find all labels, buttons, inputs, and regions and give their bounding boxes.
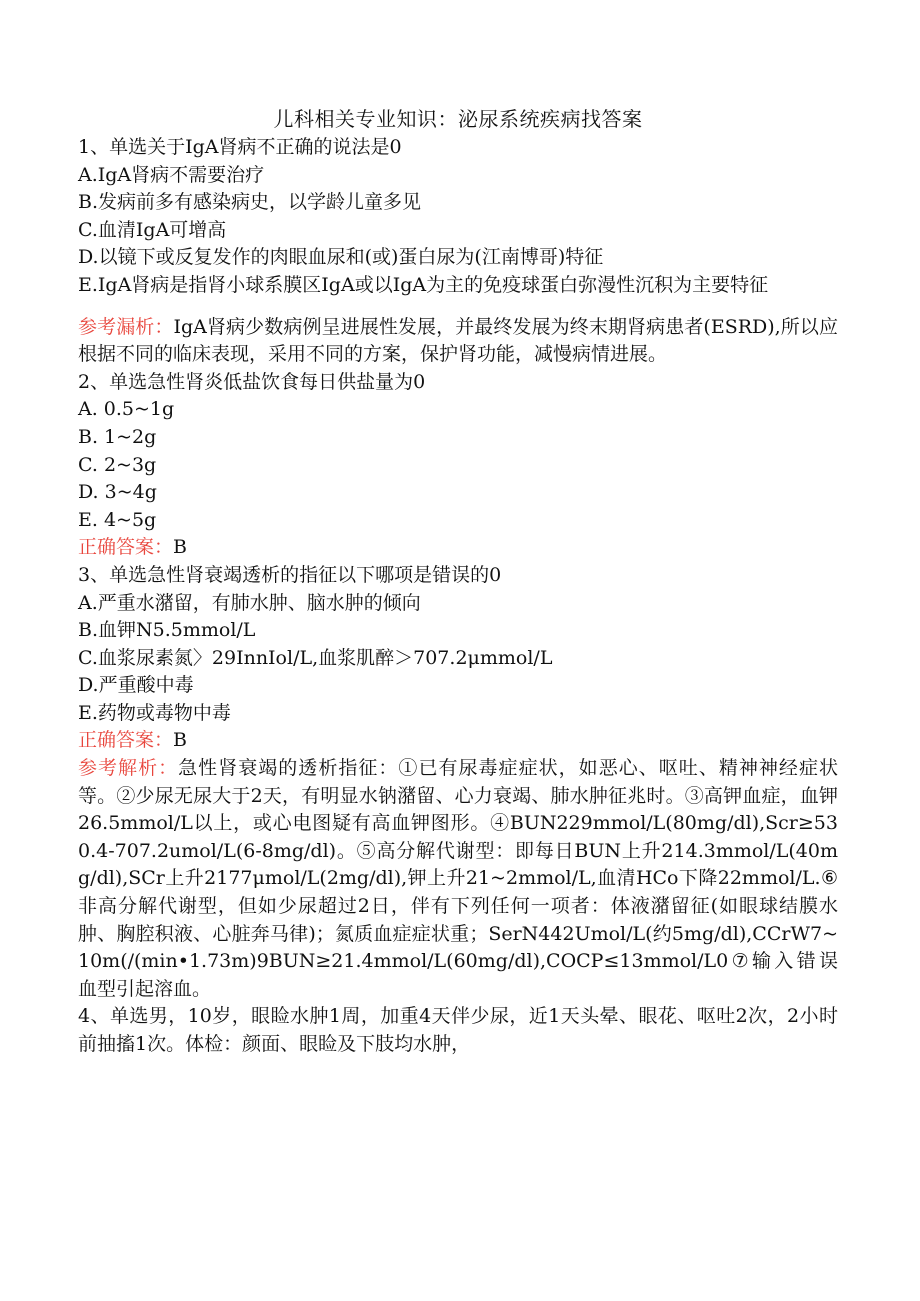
question-1-option-c: C.血清IgA可增高 — [78, 218, 227, 241]
question-2-stem: 2、单选急性肾炎低盐饮食每日供盐量为0 — [78, 370, 426, 393]
question-3-answer — [78, 727, 838, 755]
question-3-option-e: E.药物或毒物中毒 — [78, 701, 231, 724]
question-3-explanation — [78, 755, 838, 1003]
question-2-option-a: A. 0.5~1g — [78, 398, 175, 421]
document-page — [78, 104, 838, 1059]
question-2-option-b: B. 1~2g — [78, 425, 157, 448]
explanation-label: 参考解析： — [78, 757, 179, 780]
question-2-option-e: E. 4~5g — [78, 508, 157, 531]
question-4-stem: 4、单选男，10岁，眼睑水肿1周，加重4天伴少尿，近1天头晕、眼花、呕吐2次，2小时前抽搐1次。体检：颜面、眼睑及下肢均水肿， — [78, 1005, 838, 1055]
explanation-label: 参考漏析： — [78, 315, 174, 338]
question-2-answer — [78, 534, 838, 562]
question-3-option-a: A.严重水潴留，有肺水肿、脑水肿的倾向 — [78, 591, 421, 614]
answer-label: 正确答案： — [78, 536, 174, 559]
question-2-option-d: D. 3~4g — [78, 481, 157, 504]
question-1-option-e: E.IgA肾病是指肾小球系膜区IgA或以IgA为主的免疫球蛋白弥漫性沉积为主要特征 — [78, 273, 769, 296]
answer-value: B — [173, 536, 187, 559]
question-1-option-d: D.以镜下或反复发作的肉眼血尿和(或)蛋白尿为(江南博哥)特征 — [78, 246, 604, 269]
question-1-explanation — [78, 314, 838, 369]
question-2-option-c: C. 2~3g — [78, 453, 157, 476]
question-3-option-c: C.血浆尿素氮〉29InnIol/L,血浆肌醉＞707.2μmmol/L — [78, 646, 553, 669]
question-3-option-d: D.严重酸中毒 — [78, 674, 194, 697]
question-1-stem: 1、单选关于IgA肾病不正确的说法是0 — [78, 136, 402, 158]
spacer — [78, 300, 838, 314]
explanation-text: 急性肾衰竭的透析指征：①已有尿毒症症状，如恶心、呕吐、精神神经症状等。②少尿无尿大于2天，有明显水钠潴留、心力衰竭、肺水肿征兆时。③高钾血症，血钾26.5mmol/L以上，或心电图疑有高血钾图形。④BUN229mmol/L(80mg/dl),Scr≥530.4-707.2umol/L(6-8mg/dl)。⑤高分解代谢型：即每日BUN上升214.3mmol/L(40mg/dl),SCr上升2177μmol/L(2mg/dl),钾上升21~2mmol/L,血清HCo下降22mmol/L.⑥非高分解代谢型，但如少尿超过2日，伴有下列任何一项者：体液潴留征(如眼球结膜水肿、胸腔积液、心脏奔马律)；氮质血症症状重；SerN442Umol/L(约5mg/dl),CCrW7~10m(/(min•1.73m)9BUN≥21.4mmol/L(60mg/dl),COCP≤13mmol/L0⑦输入错误血型引起溶血。 — [78, 757, 838, 1000]
question-1-option-b: B.发病前多有感染病史，以学龄儿童多见 — [78, 191, 422, 214]
question-1-option-a: A.IgA肾病不需要治疗 — [78, 163, 265, 186]
answer-label: 正确答案： — [78, 729, 174, 752]
answer-value: B — [173, 729, 187, 752]
question-3-option-b: B.血钾N5.5mmol/L — [78, 619, 256, 642]
explanation-text: IgA肾病少数病例呈进展性发展，并最终发展为终末期肾病患者(ESRD),所以应根据不同的临床表现，采用不同的方案，保护肾功能，减慢病情进展。 — [78, 315, 838, 366]
document-title: 儿科相关专业知识：泌尿系统疾病找答案 — [273, 107, 643, 131]
question-3-stem: 3、单选急性肾衰竭透析的指征以下哪项是错误的0 — [78, 563, 502, 586]
